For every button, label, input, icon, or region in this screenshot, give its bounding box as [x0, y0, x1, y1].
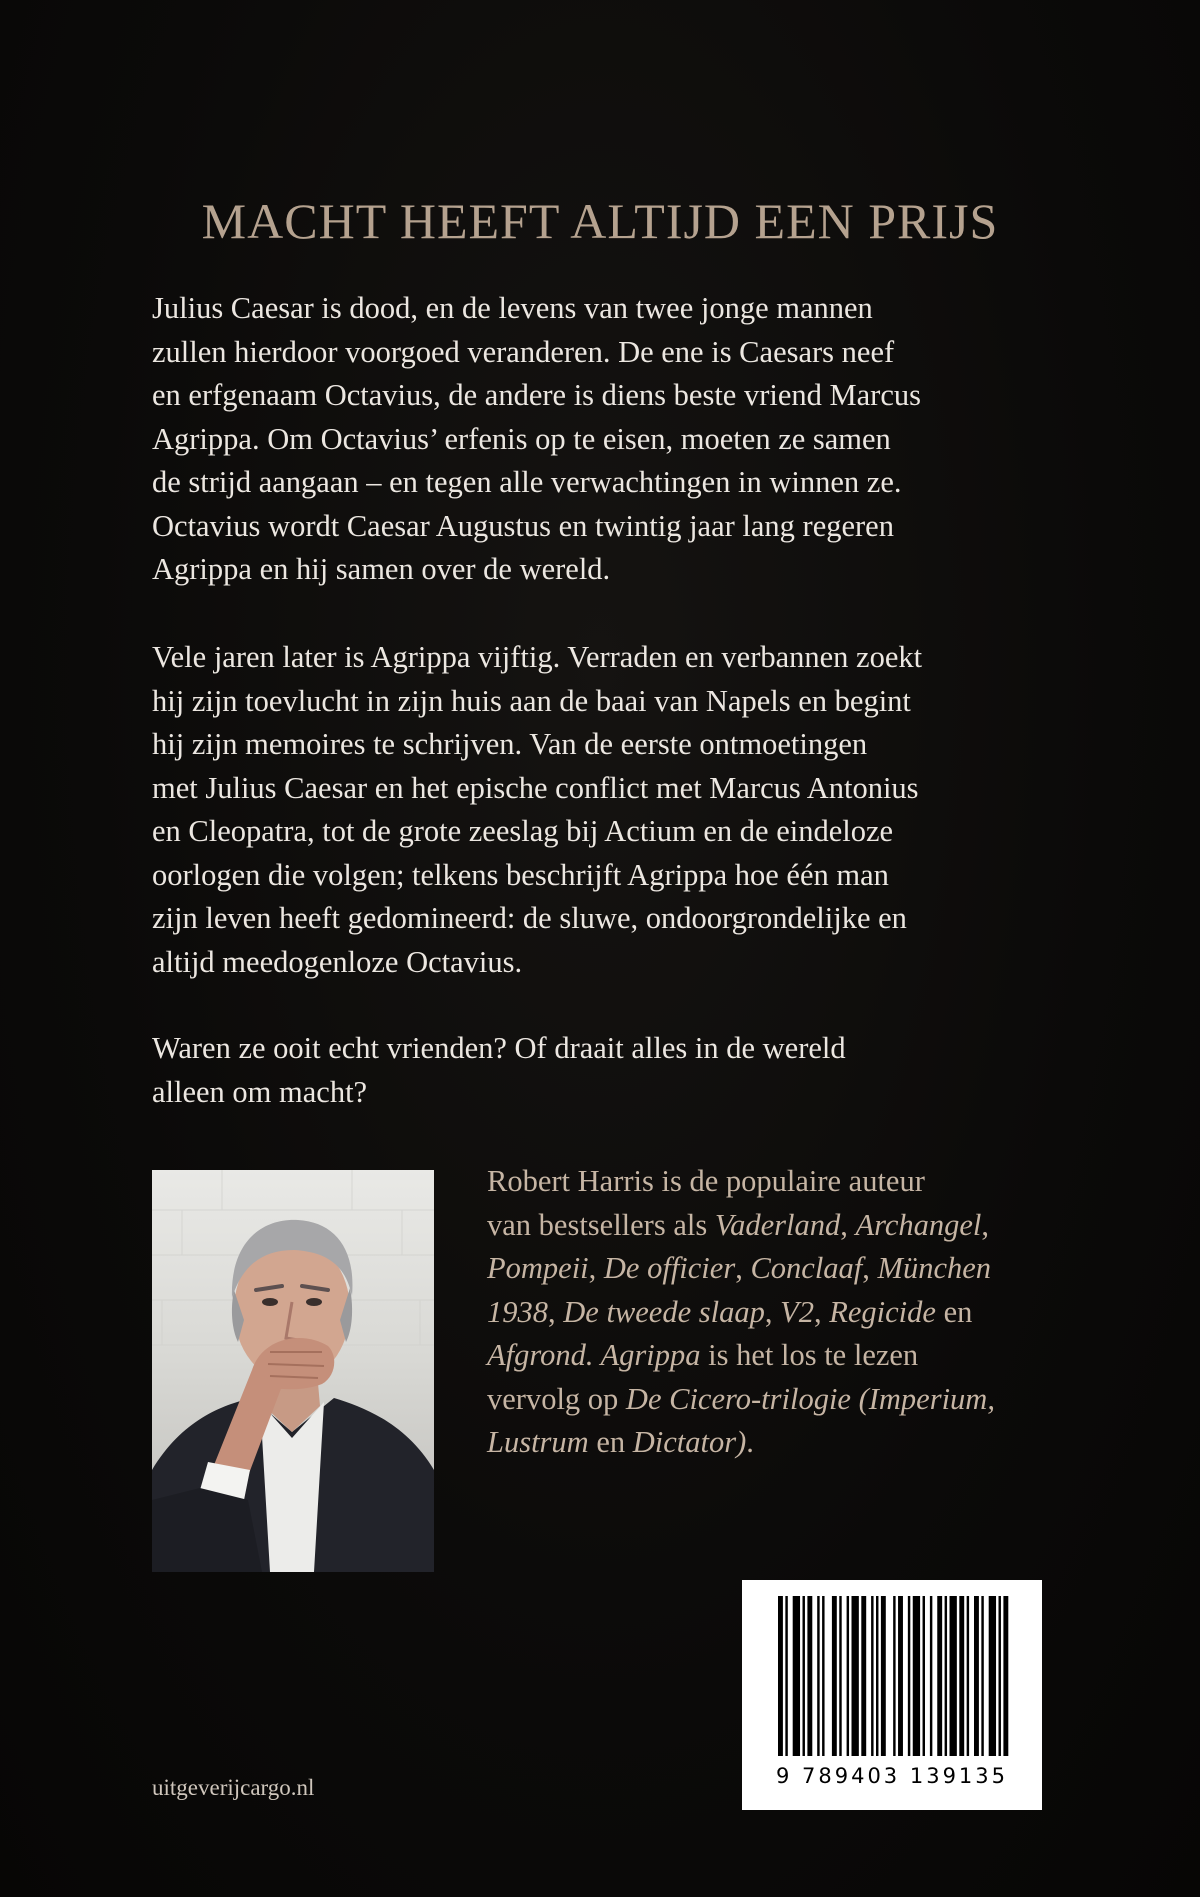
publisher-website: uitgeverijcargo.nl [152, 1775, 315, 1800]
text-line: Octavius wordt Caesar Augustus en twintig jaar lang regeren [152, 508, 894, 543]
bio-text: , [735, 1251, 751, 1285]
book-title: Afgrond. Agrippa [487, 1338, 701, 1372]
book-title: De tweede slaap [563, 1294, 765, 1329]
blurb-paragraph-3 [152, 1027, 1052, 1114]
text-line: Agrippa en hij samen over de wereld. [152, 552, 611, 586]
author-bio [487, 1160, 1067, 1465]
isbn-digits: 9 789403 139135 [775, 1764, 1009, 1788]
blurb-paragraph-1 [152, 287, 1052, 592]
barcode-bar [881, 1596, 886, 1756]
bio-text: en [935, 1294, 973, 1329]
barcode-bar [945, 1596, 947, 1756]
bio-text: , [764, 1294, 781, 1329]
text-line: Agrippa. Om Octavius’ erfenis op te eisen, moeten ze samen [152, 421, 891, 456]
barcode-bar [1003, 1596, 1008, 1756]
bio-text: , [862, 1251, 878, 1285]
book-title: Archangel [855, 1207, 982, 1242]
book-title: De officier [603, 1251, 736, 1285]
barcode-bar [876, 1596, 878, 1756]
barcode-bar [981, 1596, 983, 1756]
book-title: München [877, 1251, 992, 1285]
bio-text: , [840, 1207, 856, 1242]
text-line: alleen om macht? [152, 1074, 368, 1109]
book-title: Conclaaf [750, 1251, 863, 1285]
text-line: en erfgenaam Octavius, de andere is diens beste vriend Marcus [152, 378, 921, 412]
barcode-bar [785, 1596, 787, 1756]
barcode-bar [817, 1596, 819, 1756]
barcode-bar [898, 1596, 903, 1756]
bio-text: , [548, 1294, 564, 1329]
isbn-barcode [742, 1580, 1042, 1810]
barcode-bar [822, 1596, 824, 1756]
barcode-bar [852, 1596, 859, 1756]
text-line: Vele jaren later is Agrippa vijftig. Verraden en verbannen zoekt [152, 640, 923, 674]
book-title: V2 [780, 1294, 814, 1329]
book-title: Pompeii [487, 1251, 589, 1285]
book-title: Regicide [829, 1294, 936, 1329]
bio-text: , [813, 1294, 830, 1329]
text-line: altijd meedogenloze Octavius. [152, 944, 523, 979]
text-line: en Cleopatra, tot de grote zeeslag bij Actium en de eindeloze [152, 814, 894, 848]
author-photo [152, 1170, 434, 1572]
bio-text: van bestsellers als [487, 1207, 715, 1242]
bio-text: vervolg op [487, 1381, 626, 1416]
barcode-bar [793, 1596, 800, 1756]
barcode-bar [807, 1596, 812, 1756]
barcode-bar [803, 1596, 805, 1756]
bio-text: is het los te lezen [700, 1338, 919, 1372]
bio-text: , [588, 1251, 604, 1285]
blurb-paragraph-2 [152, 636, 1052, 984]
book-title: 1938 [487, 1294, 548, 1329]
text-line: Julius Caesar is dood, en de levens van twee jonge mannen [152, 291, 873, 325]
barcode-bar [908, 1596, 910, 1756]
text-line: Waren ze ooit echt vrienden? Of draait alles in de wereld [152, 1031, 846, 1065]
barcode-bar [778, 1596, 783, 1756]
barcode-bar [937, 1596, 942, 1756]
barcode-bar [923, 1596, 925, 1756]
barcode-bar [832, 1596, 837, 1756]
barcode-bar [999, 1596, 1001, 1756]
text-line: met Julius Caesar en het epische conflict met Marcus Antonius [152, 770, 919, 805]
barcode-bar [950, 1596, 957, 1756]
barcode-bar [989, 1596, 996, 1756]
barcode-bar [871, 1596, 873, 1756]
book-title: Dictator) [632, 1425, 747, 1459]
author-portrait-image [152, 1170, 434, 1572]
text-line: zijn leven heeft gedomineerd: de sluwe, ondoorgrondelijke en [152, 901, 907, 935]
book-title: Lustrum [487, 1425, 589, 1459]
barcode-bar [974, 1596, 979, 1756]
barcode-bars [742, 1580, 1042, 1764]
barcode-bar [839, 1596, 841, 1756]
book-title: Vaderland [714, 1207, 841, 1242]
barcode-bar [861, 1596, 866, 1756]
text-line: hij zijn toevlucht in zijn huis aan de baai van Napels en begint [152, 683, 911, 718]
bio-text: , [981, 1207, 990, 1242]
headline: MACHT HEEFT ALTIJD EEN PRIJS [201, 193, 999, 249]
barcode-bar [930, 1596, 932, 1756]
bio-text: en [588, 1425, 633, 1459]
barcode-bar [913, 1596, 920, 1756]
text-line: hij zijn memoires te schrijven. Van de eerste ontmoetingen [152, 727, 868, 761]
bio-text: . [746, 1425, 754, 1459]
bio-line: Robert Harris is de populaire auteur [487, 1164, 925, 1198]
barcode-bar [959, 1596, 964, 1756]
barcode-bar [967, 1596, 969, 1756]
barcode-bar [893, 1596, 895, 1756]
text-line: oorlogen die volgen; telkens beschrijft Agrippa hoe één man [152, 857, 889, 892]
book-title: De Cicero-trilogie (Imperium, [625, 1381, 995, 1416]
text-line: de strijd aangaan – en tegen alle verwachtingen in winnen ze. [152, 465, 902, 499]
text-line: zullen hierdoor voorgoed veranderen. De ene is Caesars neef [152, 334, 895, 369]
barcode-bar [847, 1596, 849, 1756]
